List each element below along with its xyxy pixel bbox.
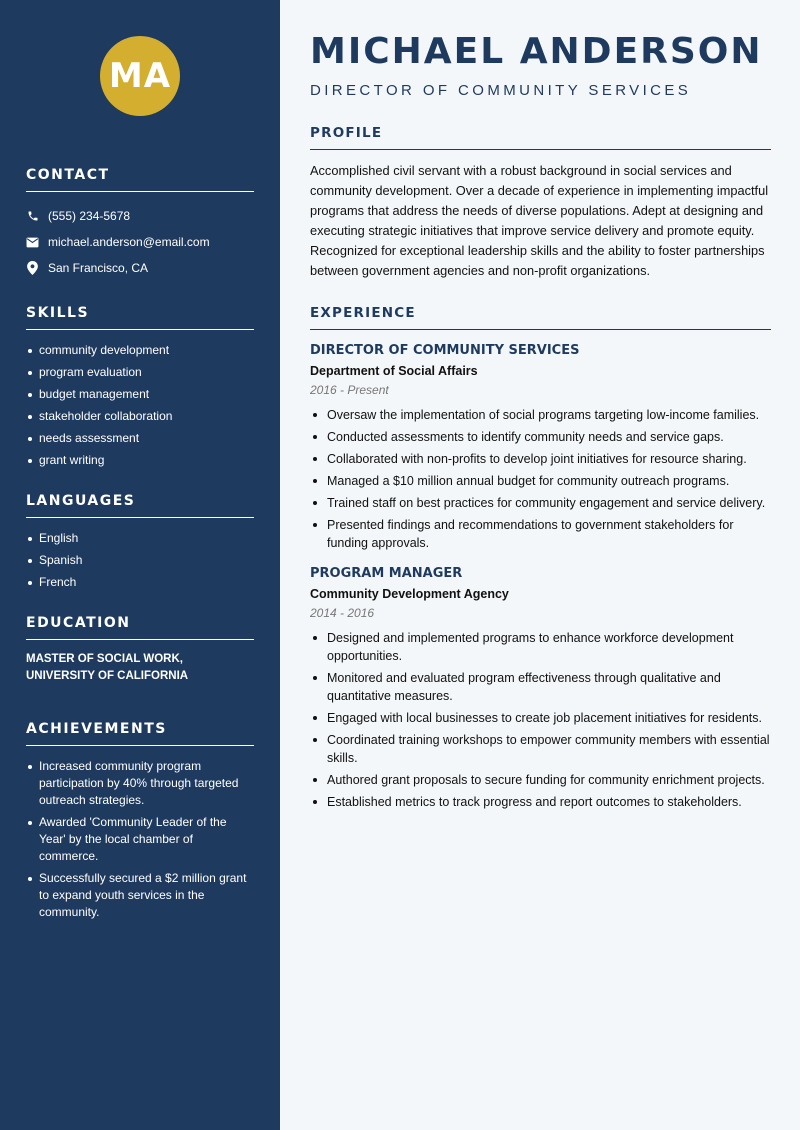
job-title: DIRECTOR OF COMMUNITY SERVICES [310, 343, 580, 358]
languages-heading: LANGUAGES [26, 493, 254, 518]
list-item: Successfully secured a $2 million grant to expand youth services in the community. [26, 870, 254, 921]
list-item: Presented findings and recommendations to government stakeholders for funding approvals. [310, 516, 771, 552]
achievements-list [26, 758, 254, 921]
job-dates: 2016 - Present [310, 383, 389, 397]
location-text: San Francisco, CA [48, 261, 149, 275]
job-duties [310, 629, 771, 811]
list-item: Increased community program participation by 40% through targeted outreach strategies. [26, 758, 254, 809]
profile-text: Accomplished civil servant with a robust background in social services and community development. Over a decade of experience in implementing impactful programs that address the needs of diverse populations. Adept at designing and executing strategic initiatives that improve service delivery and promote equity. Recognized for exceptional leadership skills and the ability to foster partnerships between government agencies and non-profit organizations. [310, 163, 769, 278]
list-item: Conducted assessments to identify community needs and service gaps. [310, 428, 771, 446]
job-entry [310, 566, 771, 811]
email-text: michael.anderson@email.com [48, 235, 210, 249]
contact-section [26, 167, 254, 281]
education-degree: MASTER OF SOCIAL WORK, UNIVERSITY OF CALIFORNIA [26, 653, 189, 682]
job-entry [310, 343, 771, 552]
profile-heading: PROFILE [310, 125, 771, 150]
skills-section [26, 305, 254, 469]
list-item: program evaluation [26, 364, 254, 381]
list-item: Monitored and evaluated program effectiveness through qualitative and quantitative measures. [310, 669, 771, 705]
experience-heading: EXPERIENCE [310, 305, 771, 330]
job-dates: 2014 - 2016 [310, 606, 375, 620]
list-item: stakeholder collaboration [26, 408, 254, 425]
person-name: MICHAEL ANDERSON [310, 31, 763, 72]
mail-icon [26, 236, 39, 249]
languages-list [26, 530, 254, 591]
languages-section [26, 493, 254, 591]
list-item: French [26, 574, 254, 591]
experience-section [310, 305, 771, 811]
list-item: budget management [26, 386, 254, 403]
profile-section [310, 125, 771, 281]
list-item: Established metrics to track progress and report outcomes to stakeholders. [310, 793, 771, 811]
phone-icon [26, 210, 39, 223]
list-item: Coordinated training workshops to empower community members with essential skills. [310, 731, 771, 767]
job-organization: Department of Social Affairs [310, 364, 478, 378]
list-item: Managed a $10 million annual budget for community outreach programs. [310, 472, 771, 490]
sidebar [0, 0, 280, 1130]
list-item: Engaged with local businesses to create job placement initiatives for residents. [310, 709, 771, 727]
list-item: Collaborated with non-profits to develop joint initiatives for resource sharing. [310, 450, 771, 468]
job-duties [310, 406, 771, 552]
contact-phone [26, 203, 254, 229]
list-item: Designed and implemented programs to enhance workforce development opportunities. [310, 629, 771, 665]
contact-list [26, 203, 254, 281]
skills-list [26, 342, 254, 469]
list-item: Trained staff on best practices for community engagement and service delivery. [310, 494, 771, 512]
job-headline: DIRECTOR OF COMMUNITY SERVICES [310, 82, 692, 99]
achievements-section [26, 721, 254, 921]
list-item: Authored grant proposals to secure funding for community enrichment projects. [310, 771, 771, 789]
contact-heading: CONTACT [26, 167, 254, 192]
list-item: needs assessment [26, 430, 254, 447]
education-section [26, 615, 254, 685]
list-item: Oversaw the implementation of social programs targeting low-income families. [310, 406, 771, 424]
list-item: Awarded 'Community Leader of the Year' by the local chamber of commerce. [26, 814, 254, 865]
list-item: English [26, 530, 254, 547]
location-pin-icon [26, 262, 39, 275]
avatar: MA [100, 36, 180, 116]
job-title: PROGRAM MANAGER [310, 566, 463, 581]
job-organization: Community Development Agency [310, 587, 509, 601]
contact-location [26, 255, 254, 281]
achievements-heading: ACHIEVEMENTS [26, 721, 254, 746]
contact-email [26, 229, 254, 255]
list-item: Spanish [26, 552, 254, 569]
skills-heading: SKILLS [26, 305, 254, 330]
education-heading: EDUCATION [26, 615, 254, 640]
list-item: grant writing [26, 452, 254, 469]
phone-text: (555) 234-5678 [48, 209, 131, 223]
main-content [280, 0, 800, 1130]
list-item: community development [26, 342, 254, 359]
